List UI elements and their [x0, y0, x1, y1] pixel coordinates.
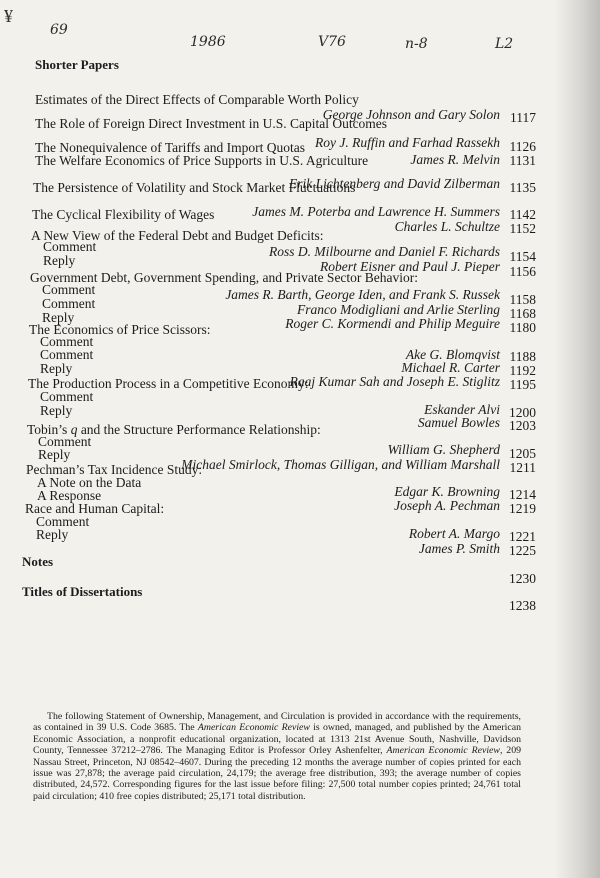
entry-3-title: The Nonequivalence of Tariffs and Import Quotas — [35, 140, 305, 155]
section-notes: Notes — [22, 554, 54, 569]
entry-6-page: 1152 — [509, 221, 536, 236]
entry-9-reply-author-b: Raaj Kumar Sah and Joseph E. Stiglitz — [289, 374, 500, 389]
entry-11-comment-label: Comment — [38, 434, 92, 449]
entry-12-sub1-author: Edgar K. Browning — [394, 484, 500, 499]
entry-9-comment2-label: Comment — [40, 347, 94, 362]
corner-handwritten-mark: ¥ — [4, 6, 13, 26]
entry-1-page: 1117 — [510, 110, 536, 125]
entry-13-reply-page: 1225 — [509, 543, 536, 558]
entry-12-title: Pechman’s Tax Incidence Study: — [26, 462, 203, 477]
section-shorter-papers: Shorter Papers — [35, 57, 119, 72]
entry-4-title: The Welfare Economics of Price Supports in U.S. Agriculture — [35, 153, 369, 168]
entry-8-comment1-label: Comment — [42, 282, 96, 297]
entry-7-reply-label: Reply — [43, 253, 76, 268]
handwritten-issue: 69 — [50, 22, 68, 38]
entry-5-author: James M. Poterba and Lawrence H. Summers — [252, 204, 500, 219]
entry-13-comment-author: Robert A. Margo — [408, 526, 500, 541]
entry-10-reply-page: 1203 — [509, 418, 536, 433]
entry-12-sub2-author: Joseph A. Pechman — [394, 498, 500, 513]
entry-13-comment-label: Comment — [36, 514, 90, 529]
entry-11-reply-page: 1211 — [509, 460, 536, 475]
entry-3-author: James R. Melvin — [410, 152, 500, 167]
entry-13-reply-label: Reply — [36, 527, 69, 542]
handwritten-code: L2 — [495, 36, 514, 52]
entry-9-title: The Economics of Price Scissors: — [29, 322, 211, 337]
entry-13-comment-page: 1221 — [509, 529, 536, 544]
entry-7-title: A New View of the Federal Debt and Budget Deficits: — [31, 228, 324, 243]
entry-8-reply-author: Roger C. Kormendi and Philip Meguire — [285, 316, 500, 331]
entry-10-reply-author: Samuel Bowles — [417, 415, 500, 430]
entry-8-comment2-page: 1168 — [509, 306, 536, 321]
entry-6-author: Charles L. Schultze — [394, 219, 500, 234]
entry-9-comment2-author: Ake G. Blomqvist — [405, 347, 500, 362]
entry-7-reply-author: Robert Eisner and Paul J. Pieper — [320, 259, 500, 274]
entry-7-comment-page: 1154 — [509, 249, 536, 264]
entry-13-title: Race and Human Capital: — [25, 501, 165, 516]
entry-8-comment1-author: James R. Barth, George Iden, and Frank S. Russek — [225, 287, 500, 302]
entry-13-reply-author: James P. Smith — [418, 541, 500, 556]
entry-10-title: The Production Process in a Competitive Economy: — [28, 376, 309, 391]
entry-9-reply-author-a: Michael R. Carter — [401, 360, 500, 375]
entry-2-page: 1126 — [509, 139, 536, 154]
entry-4-author: Erik Lichtenberg and David Zilberman — [289, 176, 500, 191]
entry-8-comment2-label: Comment — [42, 296, 96, 311]
entry-10-comment-page: 1200 — [509, 405, 536, 420]
entry-8-comment1-page: 1158 — [509, 292, 536, 307]
entry-9-comment1-label: Comment — [40, 334, 94, 349]
entry-5-title: The Persistence of Volatility and Stock Market Fluctuations — [33, 180, 356, 195]
entry-3-page: 1131 — [509, 153, 536, 168]
entry-8-reply-page: 1180 — [509, 320, 536, 335]
entry-12-sub1-label: A Note on the Data — [37, 475, 142, 490]
entry-2-author: Roy J. Ruffin and Farhad Rassekh — [315, 135, 500, 150]
entry-11-title: Tobin’s q and the Structure Performance Relationship: — [27, 422, 321, 437]
handwritten-year: 1986 — [190, 34, 226, 50]
handwritten-volume: V76 — [318, 34, 346, 50]
entry-10-comment-author: Eskander Alvi — [424, 402, 500, 417]
entry-8-title: Government Debt, Government Spending, and Private Sector Behavior: — [30, 270, 419, 285]
entry-9-reply-label: Reply — [40, 361, 73, 376]
entry-9-reply-page-a: 1192 — [509, 363, 536, 378]
entry-9-comment2-page: 1188 — [509, 349, 536, 364]
entry-11-comment-author: William G. Shepherd — [387, 442, 500, 457]
dissertations-page: 1238 — [509, 598, 536, 613]
entry-12-sub2-label: A Response — [37, 488, 102, 503]
ownership-statement: The following Statement of Ownership, Management, and Circulation is provided in accordance with the requirements, as contained in 39 U.S. Code 3685. The American Economic Review is owned, managed, and published by the American Economic Association, a nonprofit educational organization, located at 1313 21st Avenue South, Nashville, Davidson County, Tennessee 37212–2786. The Managing Editor is Professor Orley Ashenfelter, American Economic Review, 209 Nassau Street, Princeton, NJ 08542–4607. During the preceding 12 months the average number of copies printed for each issue was 27,878; the average paid circulation, 24,179; the average free distribution, 393; the average number of copies distributed, 24,572. Corresponding figures for the last issue before filing: 27,500 total number copies printed; 24,761 total paid circulation; 410 free copies distributed; 25,171 total distribution. — [33, 711, 521, 802]
entry-7-comment-label: Comment — [43, 239, 97, 254]
entry-9-reply-page-b: 1195 — [509, 377, 536, 392]
entry-1-author: George Johnson and Gary Solon — [322, 107, 500, 122]
notes-page: 1230 — [509, 571, 536, 586]
entry-6-title: The Cyclical Flexibility of Wages — [32, 207, 215, 222]
entry-10-reply-label: Reply — [40, 403, 73, 418]
entry-8-reply-label: Reply — [42, 310, 75, 325]
entry-10-comment-label: Comment — [40, 389, 94, 404]
entry-7-reply-page: 1156 — [509, 264, 536, 279]
entry-11-reply-label: Reply — [38, 447, 71, 462]
handwritten-number: n-8 — [405, 36, 428, 52]
entry-11-comment-page: 1205 — [509, 446, 536, 461]
page-edge-shadow — [554, 0, 600, 878]
entry-2-title: The Role of Foreign Direct Investment in U.S. Capital Outcomes — [35, 116, 388, 131]
entry-7-comment-author: Ross D. Milbourne and Daniel F. Richards — [269, 244, 500, 259]
entry-12-sub1-page: 1214 — [509, 487, 536, 502]
entry-12-sub2-page: 1219 — [509, 501, 536, 516]
entry-8-comment2-author: Franco Modigliani and Arlie Sterling — [297, 302, 500, 317]
entry-4-page: 1135 — [509, 180, 536, 195]
entry-5-page: 1142 — [509, 207, 536, 222]
entry-11-reply-author: Michael Smirlock, Thomas Gilligan, and William Marshall — [181, 457, 500, 472]
entry-1-title: Estimates of the Direct Effects of Comparable Worth Policy — [35, 92, 359, 107]
section-titles-of-dissertations: Titles of Dissertations — [22, 584, 143, 599]
